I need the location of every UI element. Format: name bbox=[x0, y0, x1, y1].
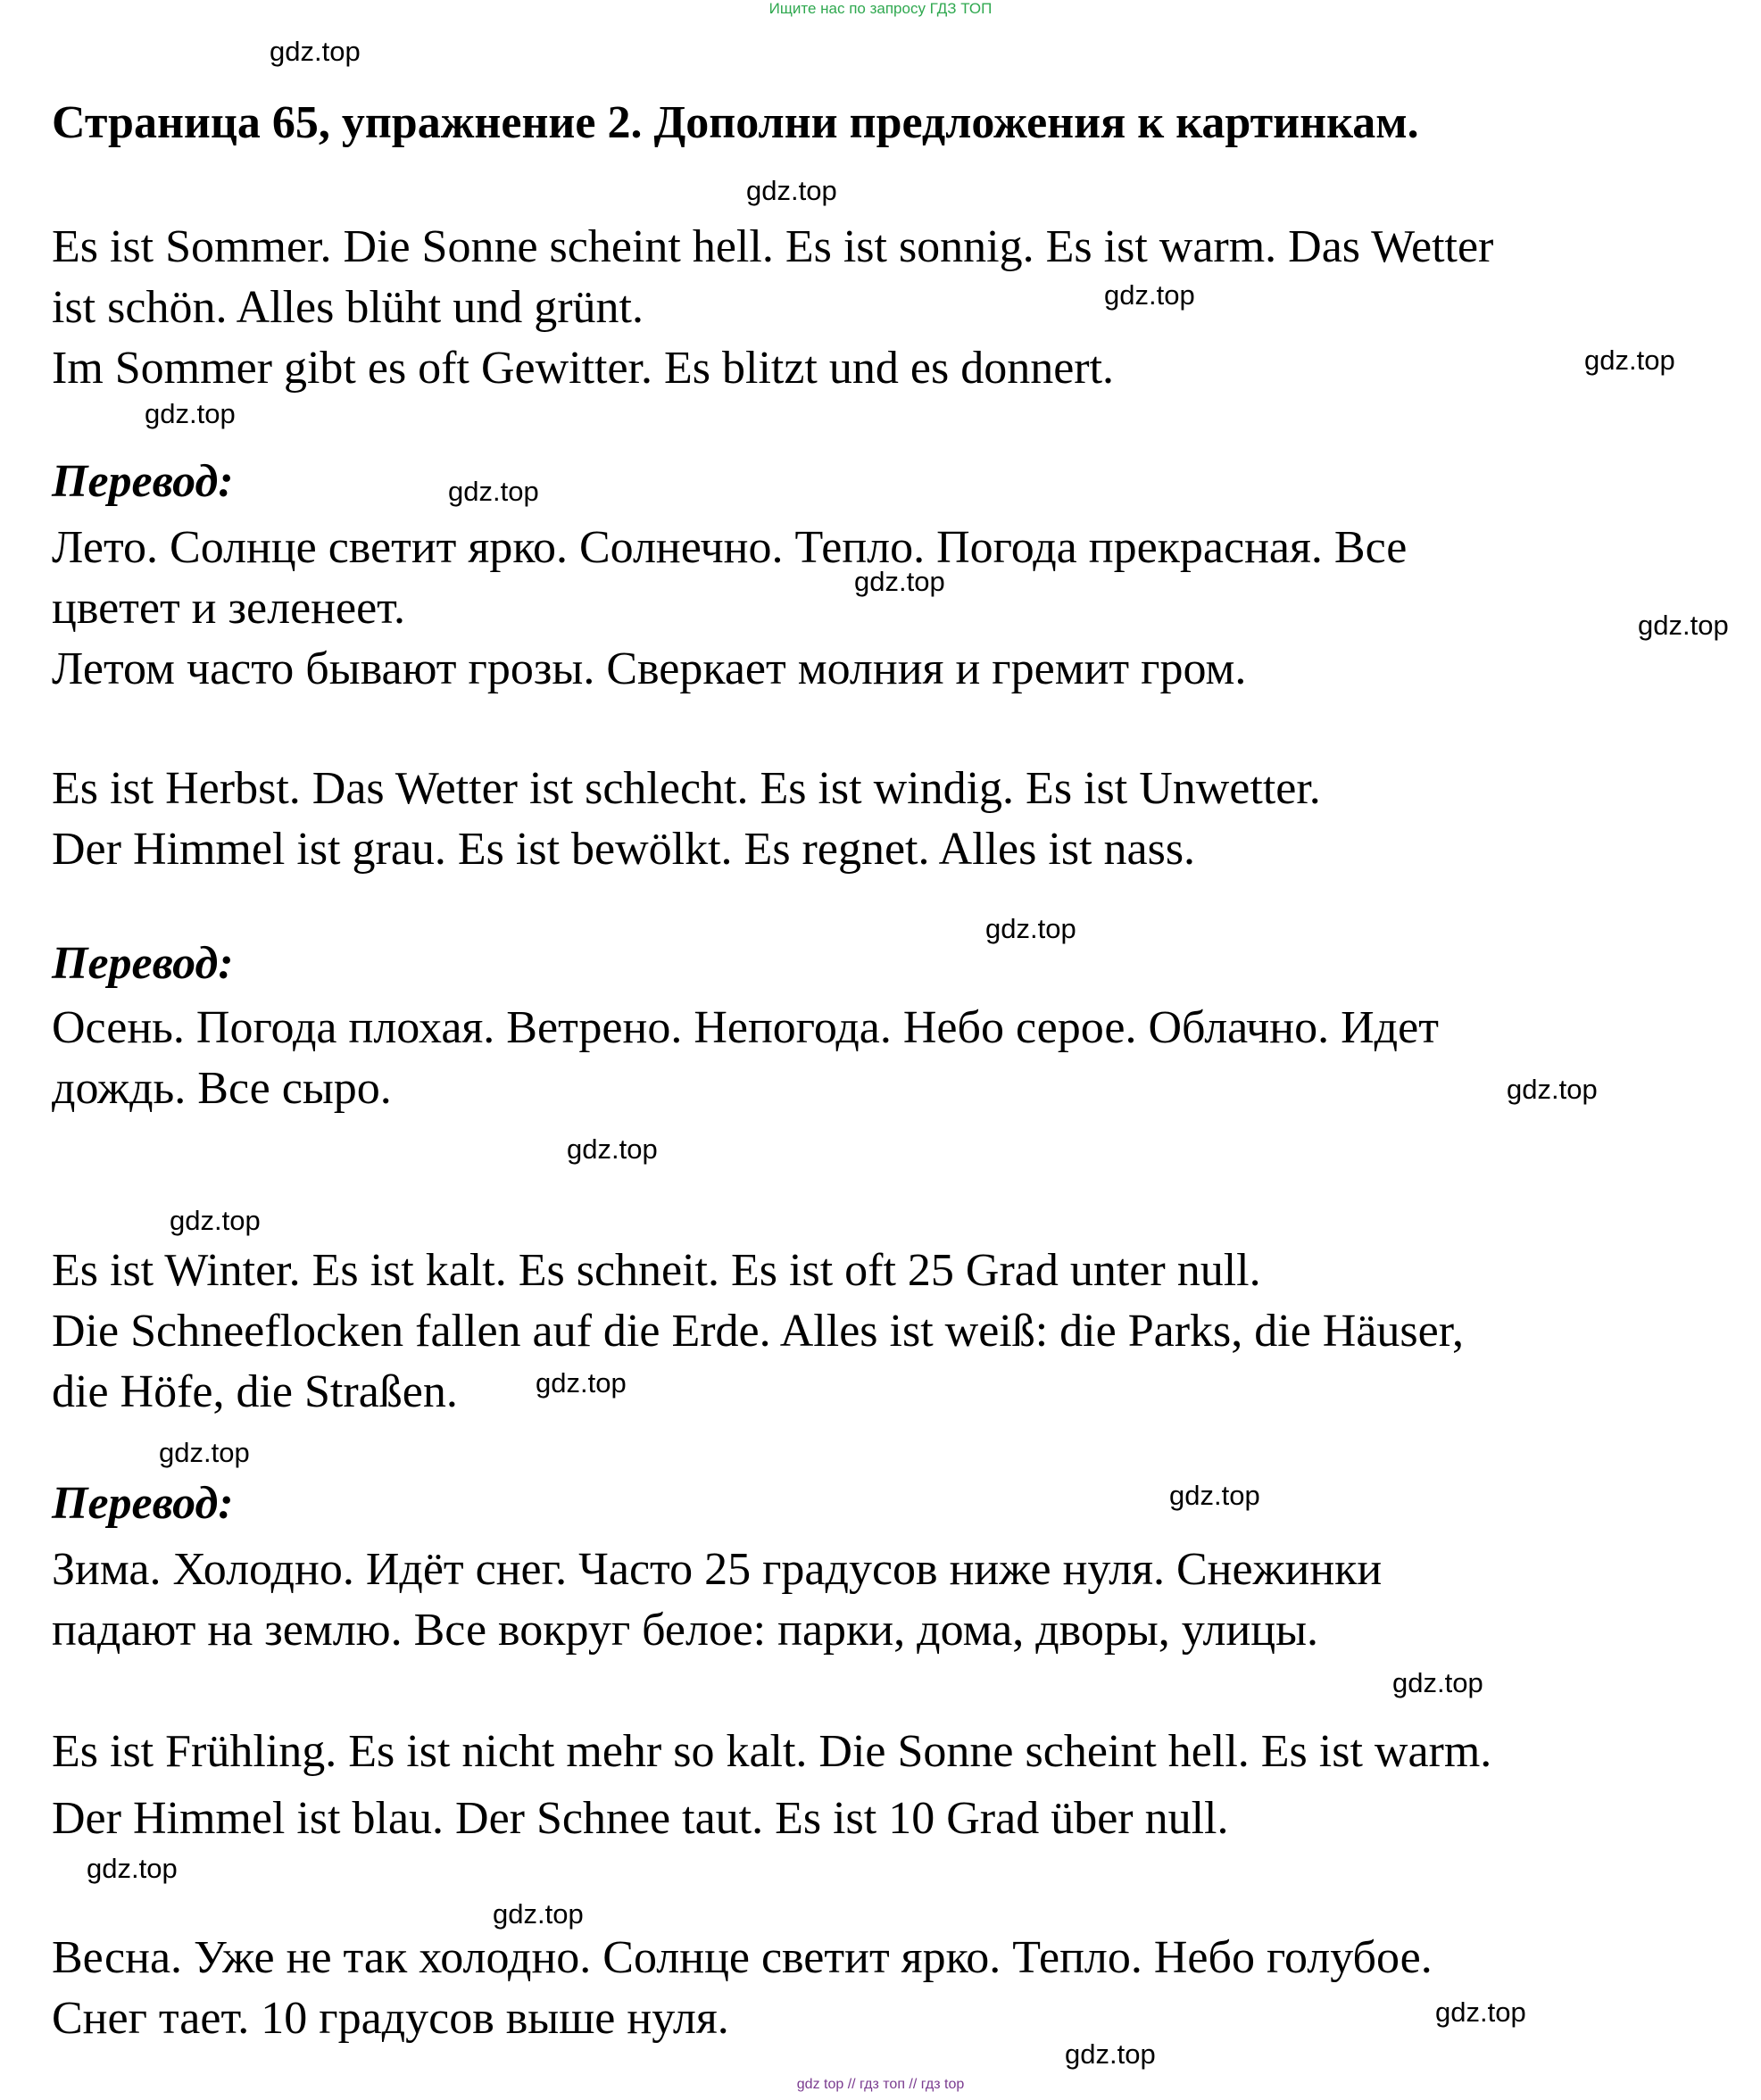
watermark: gdz.top bbox=[536, 1367, 627, 1399]
text-line: Весна. Уже не так холодно. Солнце светит ярко. Тепло. Небо голубое. bbox=[52, 1932, 1433, 1983]
text-line: ist schön. Alles blüht und grünt. bbox=[52, 282, 644, 333]
translation-heading: Перевод: bbox=[52, 938, 234, 989]
watermark: gdz.top bbox=[145, 398, 236, 429]
watermark: gdz.top bbox=[1169, 1480, 1260, 1511]
russian-text-summer bbox=[52, 518, 1407, 700]
watermark: gdz.top bbox=[985, 913, 1076, 944]
german-text-summer bbox=[52, 217, 1493, 399]
watermark: gdz.top bbox=[1435, 1996, 1526, 2028]
translation-heading: Перевод: bbox=[52, 1478, 234, 1529]
text-line: цветет и зеленеет. bbox=[52, 583, 405, 634]
watermark: gdz.top bbox=[493, 1898, 584, 1930]
text-line: Im Sommer gibt es oft Gewitter. Es blitzt und es donnert. bbox=[52, 343, 1115, 394]
russian-text-spring bbox=[52, 1928, 1433, 2049]
german-text-spring bbox=[52, 1718, 1491, 1852]
german-text-autumn bbox=[52, 759, 1321, 880]
footer-links[interactable]: gdz top // гдз топ // гдз top bbox=[796, 2077, 965, 2092]
text-line: Es ist Sommer. Die Sonne scheint hell. Es ist sonnig. Es ist warm. Das Wetter bbox=[52, 221, 1494, 272]
text-line: дождь. Все сыро. bbox=[52, 1063, 392, 1114]
watermark: gdz.top bbox=[170, 1205, 261, 1236]
watermark: gdz.top bbox=[1065, 2038, 1156, 2070]
text-line: Летом часто бывают грозы. Сверкает молния и гремит гром. bbox=[52, 643, 1247, 694]
watermark: gdz.top bbox=[448, 476, 539, 507]
watermark: gdz.top bbox=[746, 175, 837, 206]
text-line: Es ist Frühling. Es ist nicht mehr so kalt. Die Sonne scheint hell. Es ist warm. bbox=[52, 1726, 1492, 1777]
russian-text-winter bbox=[52, 1540, 1382, 1661]
russian-text-autumn bbox=[52, 998, 1439, 1119]
watermark: gdz.top bbox=[1392, 1667, 1483, 1698]
watermark: gdz.top bbox=[1104, 279, 1195, 311]
watermark: gdz.top bbox=[87, 1853, 178, 1884]
watermark: gdz.top bbox=[1584, 344, 1675, 376]
text-line: Es ist Herbst. Das Wetter ist schlecht. Es ist windig. Es ist Unwetter. bbox=[52, 763, 1321, 814]
text-line: Осень. Погода плохая. Ветрено. Непогода. Небо серое. Облачно. Идет bbox=[52, 1002, 1439, 1053]
text-line: Снег тает. 10 градусов выше нуля. bbox=[52, 1993, 729, 2044]
text-line: Die Schneeflocken fallen auf die Erde. Alles ist weiß: die Parks, die Häuser, bbox=[52, 1306, 1464, 1357]
text-line: Зима. Холодно. Идёт снег. Часто 25 градусов ниже нуля. Снежинки bbox=[52, 1544, 1383, 1595]
text-line: die Höfe, die Straßen. bbox=[52, 1366, 458, 1417]
watermark: gdz.top bbox=[270, 36, 361, 67]
watermark: gdz.top bbox=[1638, 610, 1729, 641]
text-line: Der Himmel ist blau. Der Schnee taut. Es ist 10 Grad über null. bbox=[52, 1793, 1229, 1844]
watermark: gdz.top bbox=[1507, 1074, 1598, 1105]
watermark: gdz.top bbox=[567, 1133, 658, 1165]
watermark: gdz.top bbox=[854, 566, 945, 597]
text-line: падают на землю. Все вокруг белое: парки, дома, дворы, улицы. bbox=[52, 1605, 1319, 1656]
translation-heading: Перевод: bbox=[52, 456, 234, 507]
watermark: gdz.top bbox=[159, 1437, 250, 1468]
german-text-winter bbox=[52, 1241, 1464, 1423]
page-title: Страница 65, упражнение 2. Дополни предложения к картинкам. bbox=[52, 97, 1419, 148]
text-line: Лето. Солнце светит ярко. Солнечно. Тепло. Погода прекрасная. Все bbox=[52, 522, 1408, 573]
top-banner[interactable]: Ищите нас по запросу ГДЗ ТОП bbox=[768, 0, 993, 17]
text-line: Es ist Winter. Es ist kalt. Es schneit. Es ist oft 25 Grad unter null. bbox=[52, 1245, 1261, 1296]
text-line: Der Himmel ist grau. Es ist bewölkt. Es regnet. Alles ist nass. bbox=[52, 824, 1196, 875]
